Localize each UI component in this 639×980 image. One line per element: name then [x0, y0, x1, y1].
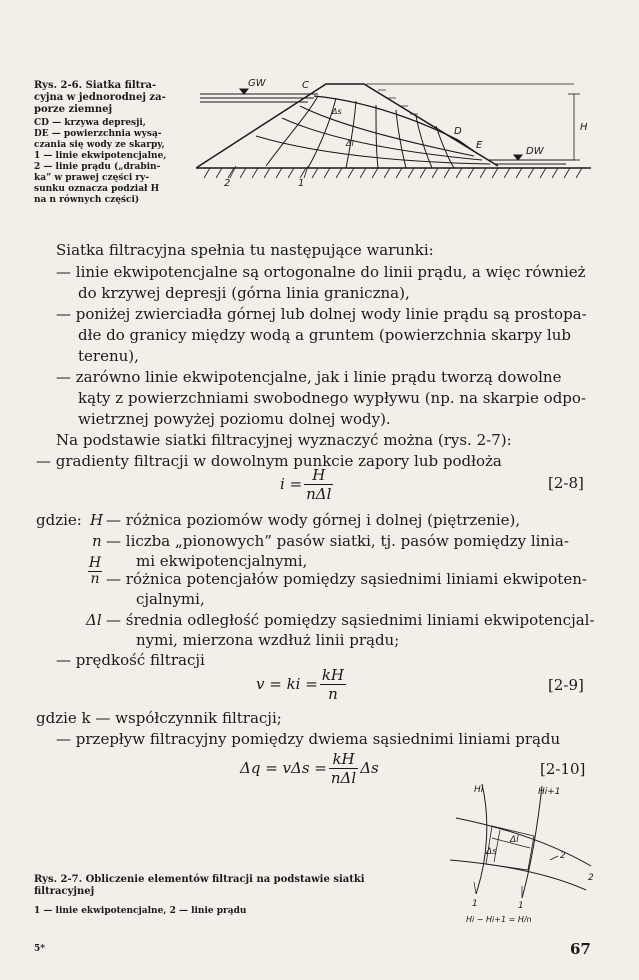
equipotential-line — [346, 101, 356, 168]
symbol-h-over-n — [88, 556, 102, 587]
eq-fraction — [320, 666, 346, 703]
fig1-caption-title — [34, 80, 194, 116]
label-1: 1 — [518, 901, 524, 911]
eq-lhs: Δq = vΔs = — [240, 759, 327, 777]
fig1-title-line: porze ziemnej — [34, 104, 113, 115]
eq-denominator: nΔl — [330, 768, 357, 787]
definition-text: gdzie k — współczynnik filtracji; — [36, 709, 282, 727]
fig2-flownet-element — [446, 778, 596, 926]
label-2: 2 — [224, 178, 231, 189]
fig1-legend-line: CD — krzywa depresji, — [34, 118, 146, 128]
definition-text: — średnia odległość pomiędzy sąsiednimi liniami ekwipotencjal- — [106, 611, 595, 629]
eq-lhs: i = — [280, 475, 303, 493]
fig1-legend-line: 1 — linie ekwipotencjalne, — [34, 151, 167, 161]
bullet-text: wietrznej powyżej poziomu dolnej wody). — [78, 410, 391, 428]
label-dl: Δl — [510, 835, 519, 845]
equipotential-line — [376, 105, 378, 168]
definition-text: cjalnymi, — [136, 590, 205, 608]
flow-line — [300, 106, 474, 156]
flow-line — [456, 818, 591, 866]
symbol-h: H — [90, 511, 104, 529]
definition-text: nymi, mierzona wzdłuż linii prądu; — [136, 631, 400, 649]
flow-line — [282, 118, 482, 160]
bullet-text: — linie ekwipotencjalne są ortogonalne do linii prądu, a więc również — [56, 263, 586, 281]
label-dw: DW — [526, 146, 544, 157]
sheet-signature: 5* — [34, 944, 45, 954]
fig1-dam-flownet — [196, 74, 606, 192]
label-delta-s: Δs — [332, 107, 342, 116]
fig1-legend-line: sunku oznacza podział H — [34, 184, 160, 194]
fig1-legend-line: na n równych części) — [34, 195, 140, 205]
equipotential-line — [522, 786, 542, 898]
gw-marker — [240, 89, 248, 94]
bullet-text: — poniżej zwierciadła górnej lub dolnej wody linie prądu są prostopa- — [56, 305, 587, 323]
seepage-face — [458, 140, 478, 154]
eq-fraction — [329, 750, 358, 787]
fig2-caption-title — [34, 874, 434, 898]
equation-2-8 — [280, 464, 335, 504]
bullet-text: kąty z powierzchniami swobodnego wypływu (np. na skarpie odpo- — [78, 389, 587, 407]
head-ladder — [366, 84, 574, 114]
symbol-numerator: H — [88, 555, 102, 571]
eq-denominator: nΔl — [306, 484, 332, 503]
dw-marker — [514, 155, 522, 160]
label-hi1: Hi+1 — [538, 787, 561, 797]
label-2: 2 — [588, 873, 594, 883]
label-delta-l: Δl — [346, 139, 354, 148]
fig2-legend: 1 — linie ekwipotencjalne, 2 — linie prądu — [34, 906, 247, 916]
label-1: 1 — [298, 178, 305, 189]
definition-text: mi ekwipotencjalnymi, — [136, 552, 308, 570]
flow-line — [450, 860, 586, 890]
label-h: H — [580, 122, 588, 133]
label-1: 1 — [472, 899, 478, 909]
symbol-delta-l: Δl — [86, 611, 102, 629]
label-hi: Hi — [474, 785, 484, 795]
eq-lhs: v = ki = — [256, 675, 318, 693]
fig2-title-line: filtracyjnej — [34, 886, 95, 897]
label-e: E — [476, 140, 483, 151]
label-gw: GW — [248, 78, 266, 89]
symbol-n: n — [92, 532, 102, 550]
eq-numerator: H — [304, 466, 333, 485]
eq-numerator: kH — [329, 750, 358, 769]
label-d: D — [454, 126, 462, 137]
fig1-legend-line: 2 — linie prądu („drabin- — [34, 162, 161, 172]
fig1-legend-line: DE — powierzchnia wysą- — [34, 129, 162, 139]
equation-2-9 — [256, 664, 348, 704]
fig1-legend-line: ka” w prawej części ry- — [34, 173, 150, 183]
fig1-legend — [34, 118, 194, 206]
ground-hatching — [204, 168, 582, 178]
definition-text: — liczba „pionowych” pasów siatki, tj. pasów pomiędzy linia- — [106, 532, 569, 550]
dam-outline — [196, 84, 498, 168]
fig1-title-line: Rys. 2-6. Siatka filtra- — [34, 80, 157, 91]
bullet-text: — gradienty filtracji w dowolnym punkcie zapory lub podłoża — [36, 452, 502, 470]
paragraph-intro: Siatka filtracyjna spełnia tu następujące warunki: — [56, 241, 434, 259]
eq-denominator: n — [328, 684, 338, 703]
label-c: C — [302, 80, 309, 91]
eq-rhs: Δs — [360, 759, 379, 777]
equation-number: [2-10] — [540, 760, 586, 778]
bullet-text: do krzywej depresji (górna linia graniczna), — [78, 284, 410, 302]
bullet-text: dłe do granicy między wodą a gruntem (powierzchnia skarpy lub — [78, 326, 571, 344]
bullet-text: — przepływ filtracyjny pomiędzy dwiema sąsiednimi liniami prądu — [56, 730, 561, 748]
bullet-text: terenu), — [78, 347, 139, 365]
definition-text: — różnica potencjałów pomiędzy sąsiednimi liniami ekwipoten- — [106, 570, 587, 588]
fig1-legend-line: czania się wody ze skarpy, — [34, 140, 165, 150]
eq-fraction — [304, 466, 333, 503]
where-label: gdzie: — [36, 511, 82, 529]
definition-text: — różnica poziomów wody górnej i dolnej (piętrzenie), — [106, 511, 521, 529]
equation-number: [2-8] — [548, 474, 584, 492]
label-2: 2 — [560, 851, 566, 861]
fig1-title-line: cyjna w jednorodnej za- — [34, 92, 166, 103]
depression-curve — [314, 96, 458, 140]
bullet-text: — zarówno linie ekwipotencjalne, jak i linie prądu tworzą dowolne — [56, 368, 562, 386]
equipotential-line — [476, 784, 487, 894]
bullet-text: — prędkość filtracji — [56, 651, 205, 669]
fig2-title-line: Rys. 2-7. Obliczenie elementów filtracji na podstawie siatki — [34, 874, 365, 885]
eq-numerator: kH — [321, 665, 344, 684]
label-ds: Δs — [486, 847, 497, 857]
paragraph-basis: Na podstawie siatki filtracyjnej wyznaczyć można (rys. 2-7): — [56, 431, 512, 449]
symbol-denominator: n — [90, 571, 100, 587]
label-formula: Hi − Hi+1 = H/n — [466, 915, 532, 924]
equation-2-10 — [240, 748, 379, 788]
page-number: 67 — [570, 940, 591, 958]
equation-number: [2-9] — [548, 676, 584, 694]
